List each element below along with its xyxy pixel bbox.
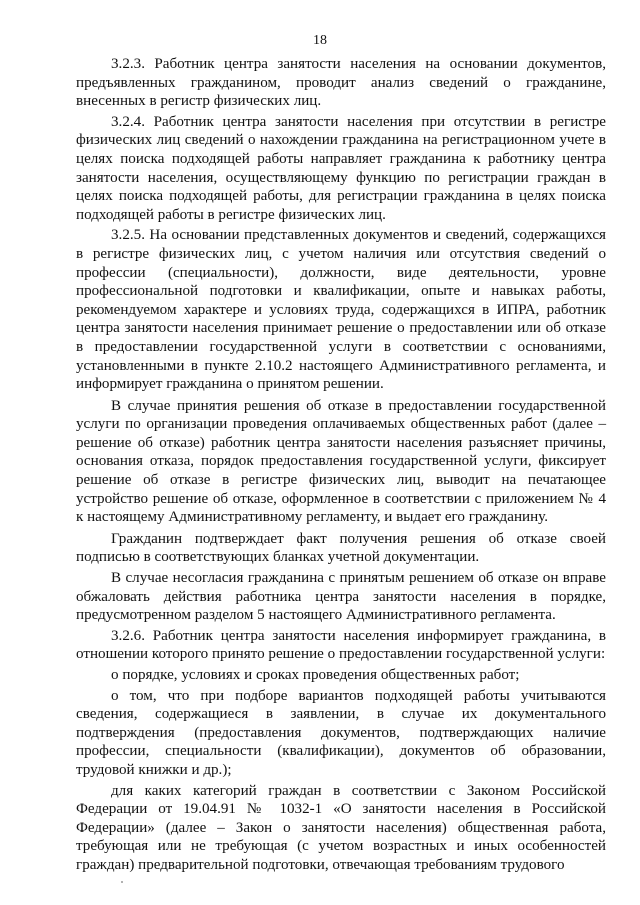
paragraph-3-2-6: 3.2.6. Работник центра занятости населения информирует гражданина, в отношении которого принято решение о предоставлении государственной услуги: [76,627,606,663]
paragraph-3-2-5: 3.2.5. На основании представленных документов и сведений, содержащихся в регистре физических лиц, с учетом наличия или отсутствия сведений о профессии (специальности), должности, виде деятельности, уровне профессиональной подготовки и квалификации, опыте и навыках работы, рекомендуемом характере и условиях труда, содержащихся в ИПРА, работник центра занятости населения принимает решение о предоставлении или об отказе в предоставлении государственной услуги в соответствии с основаниями, установленными в пункте 2.10.2 настоящего Административного регламента, и информирует гражданина о принятом решении. [76,227,606,393]
paragraph-refusal-decision: В случае принятия решения об отказе в предоставлении государственной услуги по организации проведения оплачиваемых общественных работ (далее – решение об отказе) работник центра занятости населения разъясняет причины, основания отказа, порядок предоставления государственной услуги, фиксирует решение об отказе в регистре физических лиц, выводит на печатающее устройство решение об отказе, оформленное в соответствии с приложением № 4 к настоящему Административному регламенту, и выдает его гражданину. [76,397,606,526]
scan-speck [121,881,123,883]
paragraph-3-2-3: 3.2.3. Работник центра занятости населения на основании документов, предъявленных гражданином, проводит анализ сведений о гражданине, внесенных в регистр физических лиц. [76,56,606,110]
paragraph-signature-confirmation: Гражданин подтверждает факт получения решения об отказе своей подписью в соответствующих бланках учетной документации. [76,530,606,566]
paragraph-3-2-4: 3.2.4. Работник центра занятости населения при отсутствии в регистре физических лиц сведений о нахождении гражданина на регистрационном учете в целях поиска подходящей работы направляет гражданина к работнику центра занятости населения, осуществляющему функцию по регистрации граждан в целях поиска подходящей работы, для регистрации гражданина в целях поиска подходящей работы в регистре физических лиц. [76,113,606,223]
document-body [76,55,606,875]
paragraph-appeal: В случае несогласия гражданина с принятым решением об отказе он вправе обжаловать действия работника центра занятости населения в порядке, предусмотренном разделом 5 настоящего Административного регламента. [76,570,606,624]
page-number: 18 [313,33,327,48]
paragraph-categories: для каких категорий граждан в соответствии с Законом Российской Федерации от 19.04.91 № 1032-1 «О занятости населения в Российской Федерации» (далее – Закон о занятости населения) общественная работа, требующая или не требующая (с учетом возрастных и иных особенностей граждан) предварительной подготовки, отвечающая требованиям трудового [76,782,606,873]
paragraph-conditions: о порядке, условиях и сроках проведения общественных работ; [111,667,520,683]
paragraph-job-selection: о том, что при подборе вариантов подходящей работы учитываются сведения, содержащиеся в заявлении, в случае их документального подтверждения (предоставления документов, подтверждающих наличие профессии, специальности (квалификации), документов об образовании, трудовой книжки и др.); [76,687,606,778]
